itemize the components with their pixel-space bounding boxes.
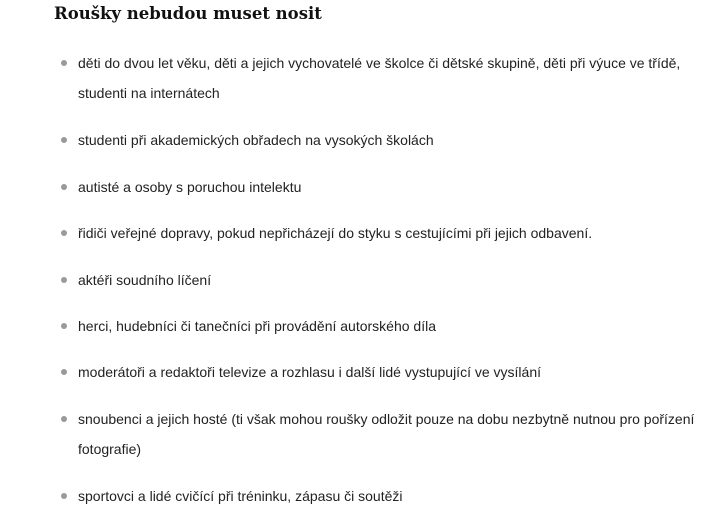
- bullet-icon: [61, 323, 67, 329]
- list-item: [78, 481, 708, 511]
- list-item: [78, 125, 708, 155]
- list-item-text: moderátoři a redaktoři televize a rozhlasu i další lidé vystupující ve vysílání: [78, 364, 541, 380]
- list-item-text: herci, hudebníci či tanečníci při provádění autorského díla: [78, 318, 436, 334]
- list-item: [78, 218, 708, 248]
- list-item: [78, 48, 708, 108]
- list-item: [78, 311, 708, 341]
- list-item-text: studenti při akademických obřadech na vysokých školách: [78, 132, 434, 148]
- list-item: [78, 172, 708, 202]
- bullet-icon: [61, 369, 67, 375]
- list-item-text: aktéři soudního líčení: [78, 272, 212, 288]
- bullet-icon: [61, 416, 67, 422]
- list-item-text: řidiči veřejné dopravy, pokud nepřicházejí do styku s cestujícími při jejich odbavení.: [78, 225, 593, 241]
- list-item: [78, 404, 708, 464]
- list-item-text: děti do dvou let věku, děti a jejich vychovatelé ve školce či dětské skupině, děti při výuce ve třídě, studenti na internátech: [78, 55, 681, 101]
- bullet-icon: [61, 184, 67, 190]
- bullet-icon: [61, 60, 67, 66]
- bullet-icon: [61, 277, 67, 283]
- list-item-text: autisté a osoby s poruchou intelektu: [78, 179, 302, 195]
- list-item-text: sportovci a lidé cvičící při tréninku, zápasu či soutěži: [78, 488, 403, 504]
- section-heading: Roušky nebudou muset nosit: [54, 4, 322, 23]
- list-item-text: snoubenci a jejich hosté (ti však mohou roušky odložit pouze na dobu nezbytně nutnou pro pořízení fotografie): [78, 411, 695, 457]
- list-item: [78, 357, 708, 387]
- bullet-icon: [61, 230, 67, 236]
- list-item: [78, 265, 708, 295]
- bullet-icon: [61, 137, 67, 143]
- bullet-icon: [61, 493, 67, 499]
